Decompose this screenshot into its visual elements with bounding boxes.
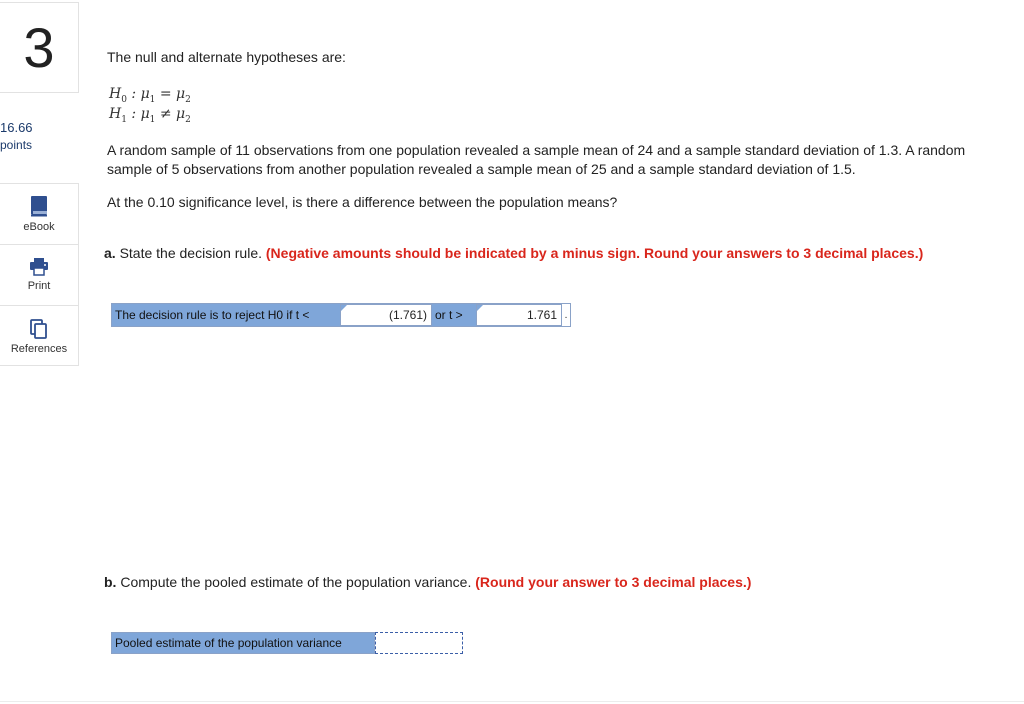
part-b-prompt: [104, 574, 751, 590]
intro-text: The null and alternate hypotheses are:: [107, 49, 346, 65]
pooled-variance-label: Pooled estimate of the population variance: [111, 632, 375, 654]
decision-rule-row: [111, 303, 571, 327]
upper-critical-value-input[interactable]: [476, 304, 562, 326]
ebook-button[interactable]: [0, 184, 78, 245]
part-b-text: Compute the pooled estimate of the population variance.: [120, 574, 472, 590]
part-a-letter: a.: [104, 245, 116, 261]
or-connector: or t >: [432, 304, 476, 326]
print-button[interactable]: [0, 245, 78, 306]
references-label: References: [10, 342, 68, 355]
lower-critical-value-input[interactable]: [340, 304, 432, 326]
references-button[interactable]: [0, 306, 78, 367]
ebook-label: eBook: [23, 221, 55, 233]
part-a-text: State the decision rule.: [119, 245, 262, 261]
ebook-icon: [30, 195, 48, 217]
lower-critical-value: (1.761): [388, 308, 427, 322]
rule-period: .: [562, 304, 570, 326]
side-tools-panel: [0, 183, 79, 366]
problem-question: At the 0.10 significance level, is there a difference between the population means?: [107, 194, 618, 210]
part-a-instruction: (Negative amounts should be indicated by a minus sign. Round your answers to 3 decimal places.): [265, 245, 924, 261]
part-b-instruction: (Round your answer to 3 decimal places.): [475, 574, 752, 590]
part-b-letter: b.: [104, 574, 117, 590]
problem-paragraph: A random sample of 11 observations from one population revealed a sample mean of 24 and a sample standard deviation of 1.3. A random sample of 5 observations from another population revealed a sample mean of 25 and a sample standard deviation of 1.5.: [107, 142, 966, 177]
decision-rule-label: The decision rule is to reject H0 if t <: [112, 304, 340, 326]
references-icon: [30, 319, 48, 339]
pooled-variance-row: [111, 632, 463, 654]
part-a-prompt: [104, 245, 923, 261]
bottom-divider: [0, 701, 1024, 702]
alternate-hypothesis: $H_1$ : $\mu_1 \ne \mu_2$: [109, 106, 191, 125]
question-number: 3: [23, 15, 55, 79]
points-value: 16.66: [0, 120, 33, 135]
print-icon: [29, 258, 49, 276]
question-number-box: [0, 2, 79, 93]
null-hypothesis: $H_0$ : $\mu_1 = \mu_2$: [109, 86, 191, 105]
points-label: points: [0, 138, 33, 152]
pooled-variance-input[interactable]: [375, 632, 463, 654]
upper-critical-value: 1.761: [526, 308, 557, 322]
print-label: Print: [27, 280, 51, 292]
